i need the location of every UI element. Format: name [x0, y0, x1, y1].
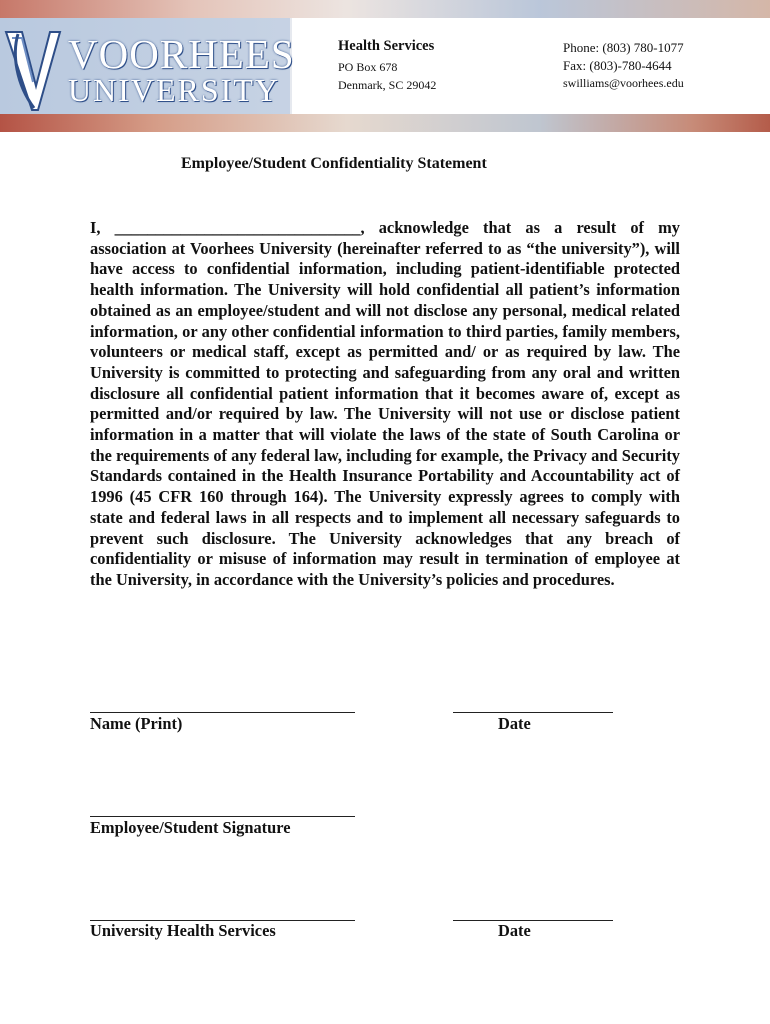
banner-top-strip — [0, 0, 770, 18]
name-print-line[interactable] — [90, 712, 355, 713]
logo-word-university: UNIVERSITY — [68, 72, 280, 108]
email-address: swilliams@voorhees.edu — [563, 76, 684, 90]
logo-word-voorhees: VOORHEES — [68, 31, 295, 77]
signature-label: Employee/Student Signature — [90, 818, 291, 837]
name-print-label: Name (Print) — [90, 714, 183, 733]
date-label-2: Date — [498, 921, 531, 940]
health-services-label: University Health Services — [90, 921, 276, 940]
banner-bottom-strip — [0, 114, 770, 132]
letterhead-banner — [0, 0, 770, 132]
phone-number: Phone: (803) 780-1077 — [563, 40, 684, 55]
confidentiality-statement-body: I, ______________________________, acknowledge that as a result of my association at Voorhees University (hereinafter referred to as “the university”), will have access to confidential information, including patient-identifiable protected health information. The University will hold confidential all patient’s information obtained as an employee/student and will not disclose any personal, medical related information, or any other confidential information to third parties, family members, volunteers or medical staff, except as permitted and/ or as required by law. The University is committed to protecting and safeguarding from any oral and written disclosure all confidential patient information that it becomes aware of, except as permitted and/or required by law. The University will not use or disclose patient information in a matter that will violate the laws of the state of South Carolina or the requirements of any federal law, including for example, the Privacy and Security Standards contained in the Health Insurance Portability and Accountability act of 1996 (45 CFR 160 through 164). The University expressly agrees to comply with state and federal laws in all respects and to implement all necessary safeguards to prevent such disclosure. The University acknowledges that any breach of confidentiality or misuse of information may result in termination of employee at the University, in accordance with the University’s policies and procedures. — [90, 218, 680, 589]
document-title: Employee/Student Confidentiality Statement — [181, 155, 487, 172]
date-line-2[interactable] — [453, 920, 613, 921]
address-line-1: PO Box 678 — [338, 60, 398, 74]
university-logo — [2, 20, 295, 116]
date-label-1: Date — [498, 714, 531, 733]
address-line-2: Denmark, SC 29042 — [338, 78, 437, 92]
department-name: Health Services — [338, 38, 435, 54]
date-line-1[interactable] — [453, 712, 613, 713]
signature-line[interactable] — [90, 816, 355, 817]
fax-number: Fax: (803)-780-4644 — [563, 58, 672, 73]
university-crest-icon — [2, 24, 64, 114]
